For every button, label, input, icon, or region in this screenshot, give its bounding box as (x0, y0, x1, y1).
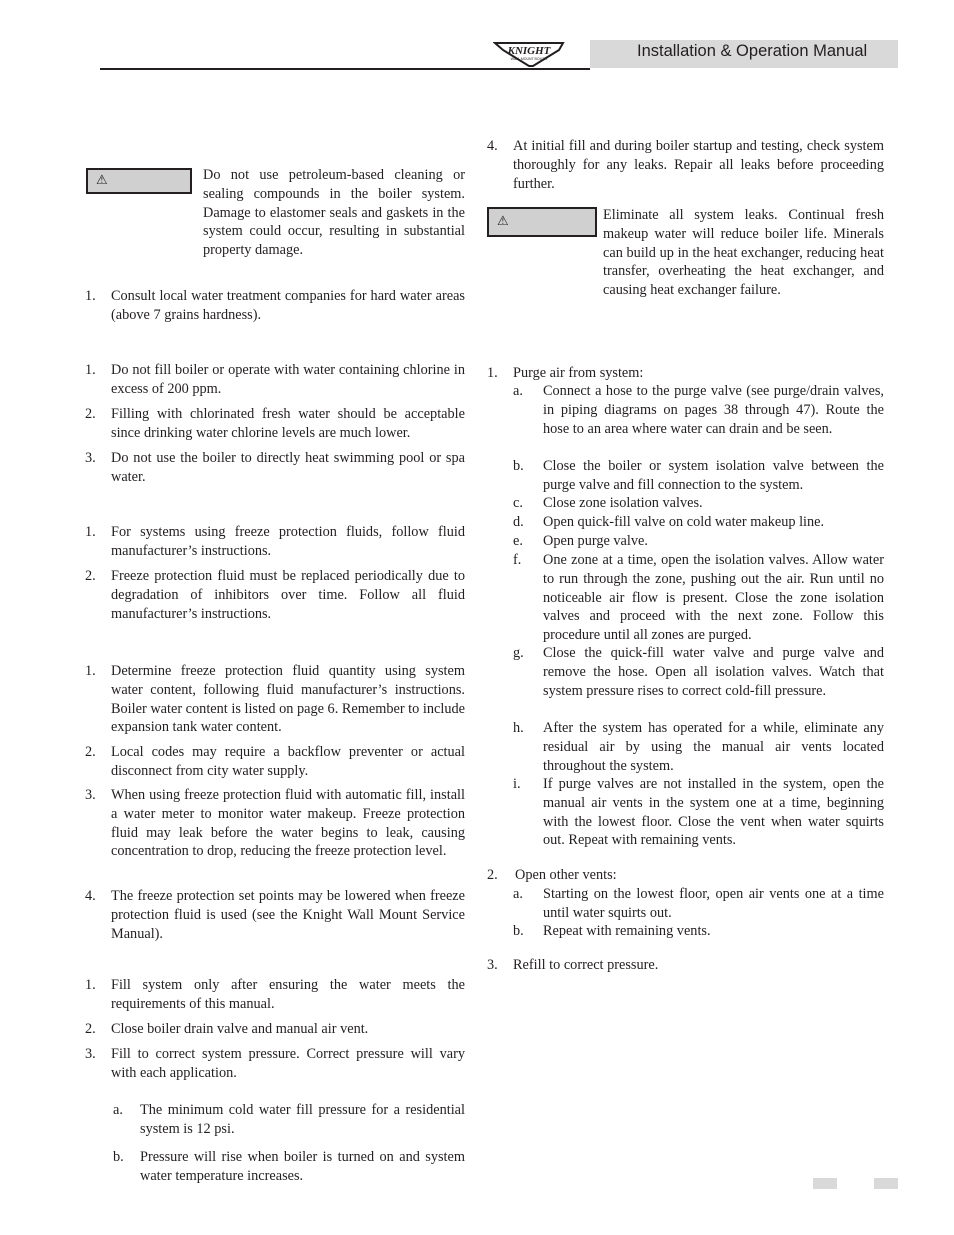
list-item: Open purge valve. (543, 533, 648, 549)
warning-box-petroleum (86, 168, 192, 194)
list-number: 3. (85, 787, 96, 803)
warning-text-petroleum: Do not use petroleum-based cleaning or sealing compounds in the boiler system. Damage to elastomer seals and gaskets in the system could occur, resulting in substantial property damage. (203, 167, 465, 259)
list-item: The freeze protection set points may be lowered when freeze protection fluid is used (see the Knight Wall Mount Service Manual). (111, 888, 465, 942)
list-number: 2. (487, 867, 498, 883)
list-letter: d. (513, 514, 524, 530)
list-item: Close boiler drain valve and manual air vent. (111, 1021, 369, 1037)
warning-icon: ⚠ (96, 173, 108, 188)
list-item: Close zone isolation valves. (543, 495, 703, 511)
list-letter: b. (513, 923, 524, 939)
list-number: 1. (487, 365, 498, 381)
list-item: Local codes may require a backflow preventer or actual disconnect from city water supply. (111, 744, 465, 779)
list-number: 3. (85, 1046, 96, 1062)
list-number: 3. (487, 957, 498, 973)
list-item: Fill system only after ensuring the water meets the requirements of this manual. (111, 977, 465, 1012)
list-item: Determine freeze protection fluid quantity using system water content, following fluid manufacturer’s instructions. Boiler water content is listed on page 6. Remember to include expansion tank water content. (111, 663, 465, 736)
list-item: Do not use the boiler to directly heat swimming pool or spa water. (111, 450, 465, 485)
warning-box-leaks (487, 207, 597, 237)
list-letter: a. (513, 383, 523, 399)
list-item: Fill to correct system pressure. Correct pressure will vary with each application. (111, 1046, 465, 1081)
list-item: The minimum cold water fill pressure for a residential system is 12 psi. (140, 1102, 465, 1137)
list-item: Consult local water treatment companies for hard water areas (above 7 grains hardness). (111, 288, 465, 323)
list-letter: g. (513, 645, 524, 661)
list-number: 1. (85, 524, 96, 540)
list-letter: c. (513, 495, 523, 511)
list-letter: f. (513, 552, 522, 568)
list-item: Open quick-fill valve on cold water makeup line. (543, 514, 825, 530)
logo-text: KNIGHT (507, 45, 551, 57)
warning-text-leaks: Eliminate all system leaks. Continual fresh makeup water will reduce boiler life. Minerals can build up in the heat exchanger, reducing heat transfer, overheating the heat exchanger, and causing heat exchanger failure. (603, 207, 884, 299)
list-item: Open other vents: (515, 867, 617, 883)
list-letter: i. (513, 776, 521, 792)
list-item: At initial fill and during boiler startup and testing, check system thoroughly for any leaks. Repair all leaks before proceeding further. (513, 138, 884, 192)
list-number: 2. (85, 744, 96, 760)
list-number: 1. (85, 663, 96, 679)
list-number: 1. (85, 977, 96, 993)
list-letter: e. (513, 533, 523, 549)
list-item: Repeat with remaining vents. (543, 923, 711, 939)
footer-mark-right (874, 1178, 898, 1189)
logo-subtext: WALL MOUNT BOILER (510, 57, 548, 61)
list-number: 4. (85, 888, 96, 904)
page-header-title: Installation & Operation Manual (637, 42, 868, 60)
list-letter: a. (513, 886, 523, 902)
list-number: 3. (85, 450, 96, 466)
list-item: If purge valves are not installed in the system, open the manual air vents in the system one at a time, beginning with the lowest floor. Close the vent when water squirts out. Repeat with remaining vents. (543, 776, 884, 849)
list-item: Pressure will rise when boiler is turned on and system water temperature increases. (140, 1149, 465, 1184)
list-letter: b. (113, 1149, 124, 1165)
list-item: Filling with chlorinated fresh water should be acceptable since drinking water chlorine levels are much lower. (111, 406, 465, 441)
list-item: Purge air from system: (513, 365, 644, 381)
list-letter: b. (513, 458, 524, 474)
list-item: Close the boiler or system isolation valve between the purge valve and fill connection to the system. (543, 458, 884, 493)
list-item: For systems using freeze protection fluids, follow fluid manufacturer’s instructions. (111, 524, 465, 559)
list-item: One zone at a time, open the isolation valves. Allow water to run through the zone, pushing out the air. Run until no noticeable air flow is present. Close the zone isolation valves and proceed with the next zone. Follow this procedure until all zones are purged. (543, 552, 884, 644)
knight-logo (493, 40, 565, 68)
list-item: Close the quick-fill water valve and purge valve and remove the hose. Open all isolation valves. Watch that system pressure rises to correct cold-fill pressure. (543, 645, 884, 699)
list-item: Freeze protection fluid must be replaced periodically due to degradation of inhibitors over time. Follow all fluid manufacturer’s instructions. (111, 568, 465, 622)
list-number: 1. (85, 288, 96, 304)
list-item: Starting on the lowest floor, open air vents one at a time until water squirts out. (543, 886, 884, 921)
list-item: When using freeze protection fluid with automatic fill, install a water meter to monitor water makeup. Freeze protection fluid may leak before the water begins to leak, causing concentration to drop, reducing the freeze protection level. (111, 787, 465, 860)
footer-mark-left (813, 1178, 837, 1189)
list-number: 2. (85, 568, 96, 584)
warning-icon: ⚠ (497, 214, 509, 229)
list-letter: h. (513, 720, 524, 736)
list-number: 1. (85, 362, 96, 378)
list-number: 2. (85, 406, 96, 422)
list-number: 2. (85, 1021, 96, 1037)
list-item: Connect a hose to the purge valve (see purge/drain valves, in piping diagrams on pages 38 through 47). Route the hose to an area where water can drain and be seen. (543, 383, 884, 437)
list-item: Do not fill boiler or operate with water containing chlorine in excess of 200 ppm. (111, 362, 465, 397)
list-item: After the system has operated for a while, eliminate any residual air by using the manual air vents located throughout the system. (543, 720, 884, 774)
header-rule (100, 68, 590, 70)
list-letter: a. (113, 1102, 123, 1118)
list-item: Refill to correct pressure. (513, 957, 659, 973)
list-number: 4. (487, 138, 498, 154)
